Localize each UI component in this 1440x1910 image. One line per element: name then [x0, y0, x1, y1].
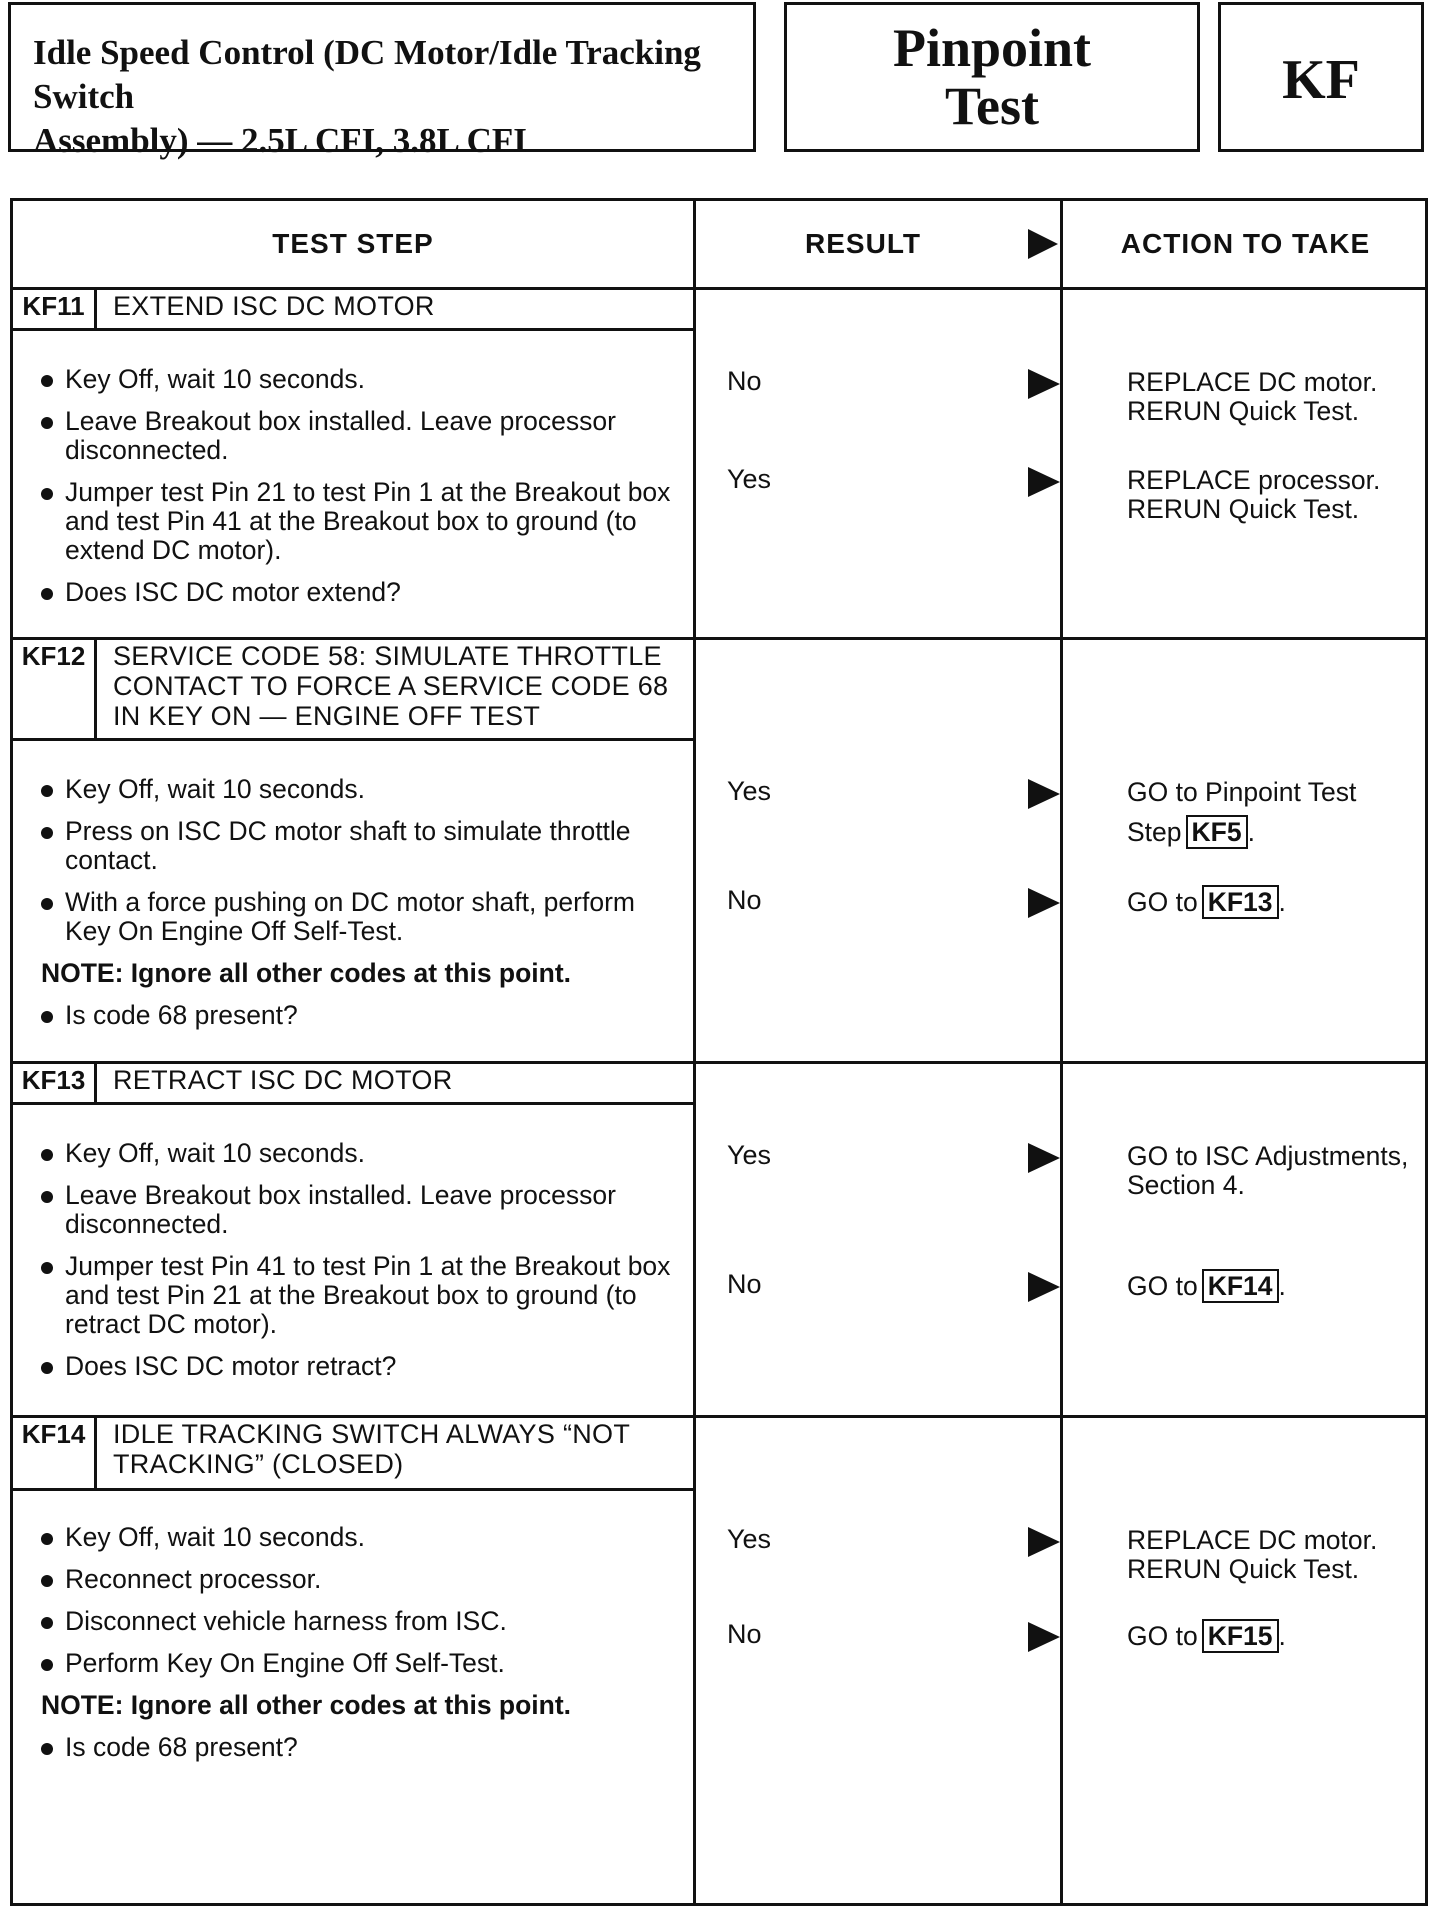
step-title: EXTEND ISC DC MOTOR	[113, 291, 435, 321]
step-id: KF14	[13, 1415, 97, 1488]
step-title: RETRACT ISC DC MOTOR	[113, 1065, 453, 1095]
right-arrow-icon	[1028, 1622, 1060, 1652]
header-test-step: TEST STEP	[272, 228, 434, 259]
list-item: Press on ISC DC motor shaft to simulate throttle contact.	[37, 817, 687, 875]
list-item: Key Off, wait 10 seconds.	[37, 365, 687, 394]
step-header-kf12	[13, 637, 693, 741]
action-text: REPLACE DC motor. RERUN Quick Test.	[1127, 1525, 1378, 1584]
step-id: KF11	[13, 287, 97, 328]
punctuation: .	[1247, 817, 1255, 847]
result-label: Yes	[727, 1140, 772, 1170]
list-item: Is code 68 present?	[37, 1001, 687, 1030]
step-instructions-kf14	[37, 1523, 687, 1775]
pinpoint-table	[10, 198, 1428, 1906]
pinpoint-line-2: Test	[944, 76, 1040, 136]
list-item: Key Off, wait 10 seconds.	[37, 775, 687, 804]
pinpoint-test-box	[784, 2, 1200, 152]
step-instructions-kf12	[37, 775, 687, 1043]
result-label: No	[727, 1619, 762, 1649]
result-label: No	[727, 1269, 762, 1299]
header-action: ACTION TO TAKE	[1120, 228, 1371, 259]
title-line-1: Idle Speed Control (DC Motor/Idle Tracking Switch	[33, 33, 701, 116]
step-id: KF12	[13, 637, 97, 738]
action-line: GO to	[1127, 887, 1198, 917]
step-title: IDLE TRACKING SWITCH ALWAYS “NOT TRACKING” (CLOSED)	[113, 1419, 630, 1479]
step-reference: KF13	[1202, 885, 1279, 919]
right-arrow-icon	[1028, 369, 1060, 399]
list-item: Perform Key On Engine Off Self-Test.	[37, 1649, 687, 1678]
test-code-box	[1218, 2, 1424, 152]
list-item: Disconnect vehicle harness from ISC.	[37, 1607, 687, 1636]
column-divider	[693, 201, 696, 1903]
column-divider	[1060, 201, 1063, 1903]
header-result: RESULT	[805, 228, 921, 259]
action-text: REPLACE processor. RERUN Quick Test.	[1127, 465, 1381, 524]
title-box	[8, 2, 756, 160]
punctuation: .	[1278, 1621, 1286, 1651]
list-item: Is code 68 present?	[37, 1733, 687, 1762]
action-text	[1127, 1619, 1427, 1653]
test-code: KF	[1282, 49, 1360, 111]
right-arrow-icon	[1028, 1272, 1060, 1302]
punctuation: .	[1278, 887, 1286, 917]
step-instructions-kf13	[37, 1139, 687, 1394]
step-header-kf11	[13, 287, 693, 331]
step-instructions-kf11	[37, 365, 687, 620]
note: NOTE: Ignore all other codes at this point.	[41, 1690, 572, 1720]
pinpoint-line-1: Pinpoint	[892, 18, 1092, 78]
step-reference: KF14	[1202, 1269, 1279, 1303]
list-item: With a force pushing on DC motor shaft, perform Key On Engine Off Self-Test.	[37, 888, 687, 946]
action-text	[1127, 1269, 1427, 1303]
note: NOTE: Ignore all other codes at this point.	[41, 958, 572, 988]
action-line: GO to	[1127, 1271, 1198, 1301]
result-label: No	[727, 366, 762, 396]
step-id: KF13	[13, 1061, 97, 1102]
list-item: Leave Breakout box installed. Leave processor disconnected.	[37, 1181, 687, 1239]
punctuation: .	[1278, 1271, 1286, 1301]
action-text: GO to ISC Adjustments, Section 4.	[1127, 1141, 1409, 1200]
list-item: Does ISC DC motor retract?	[37, 1352, 687, 1381]
action-line: GO to	[1127, 1621, 1198, 1651]
right-arrow-icon	[1028, 888, 1060, 918]
action-text: REPLACE DC motor. RERUN Quick Test.	[1127, 367, 1378, 426]
list-item: Reconnect processor.	[37, 1565, 687, 1594]
list-item: Leave Breakout box installed. Leave processor disconnected.	[37, 407, 687, 465]
result-label: Yes	[727, 1524, 772, 1554]
title-line-2: Assembly) — 2.5L CFI, 3.8L CFI	[33, 121, 527, 160]
right-arrow-icon	[1028, 779, 1060, 809]
result-label: Yes	[727, 776, 772, 806]
action-text	[1127, 778, 1427, 849]
action-line: GO to Pinpoint Test	[1127, 777, 1357, 807]
list-item: Key Off, wait 10 seconds.	[37, 1523, 687, 1552]
action-text	[1127, 885, 1427, 919]
step-header-kf14	[13, 1415, 693, 1491]
list-item: Jumper test Pin 21 to test Pin 1 at the Breakout box and test Pin 41 at the Breakout box to ground (to extend DC motor).	[37, 478, 687, 565]
list-item: Does ISC DC motor extend?	[37, 578, 687, 607]
step-reference: KF15	[1202, 1619, 1279, 1653]
right-arrow-icon	[1028, 467, 1060, 497]
right-arrow-icon	[1028, 1143, 1060, 1173]
right-arrow-icon	[1028, 229, 1058, 259]
list-item: Key Off, wait 10 seconds.	[37, 1139, 687, 1168]
result-label: Yes	[727, 464, 772, 494]
step-header-kf13	[13, 1061, 693, 1105]
step-title: SERVICE CODE 58: SIMULATE THROTTLE CONTACT TO FORCE A SERVICE CODE 68 IN KEY ON — ENGINE OFF TEST	[113, 641, 669, 731]
list-item: Jumper test Pin 41 to test Pin 1 at the Breakout box and test Pin 21 at the Breakout box to ground (to retract DC motor).	[37, 1252, 687, 1339]
right-arrow-icon	[1028, 1527, 1060, 1557]
action-line: Step	[1127, 817, 1182, 847]
result-label: No	[727, 885, 762, 915]
step-reference: KF5	[1186, 815, 1248, 849]
